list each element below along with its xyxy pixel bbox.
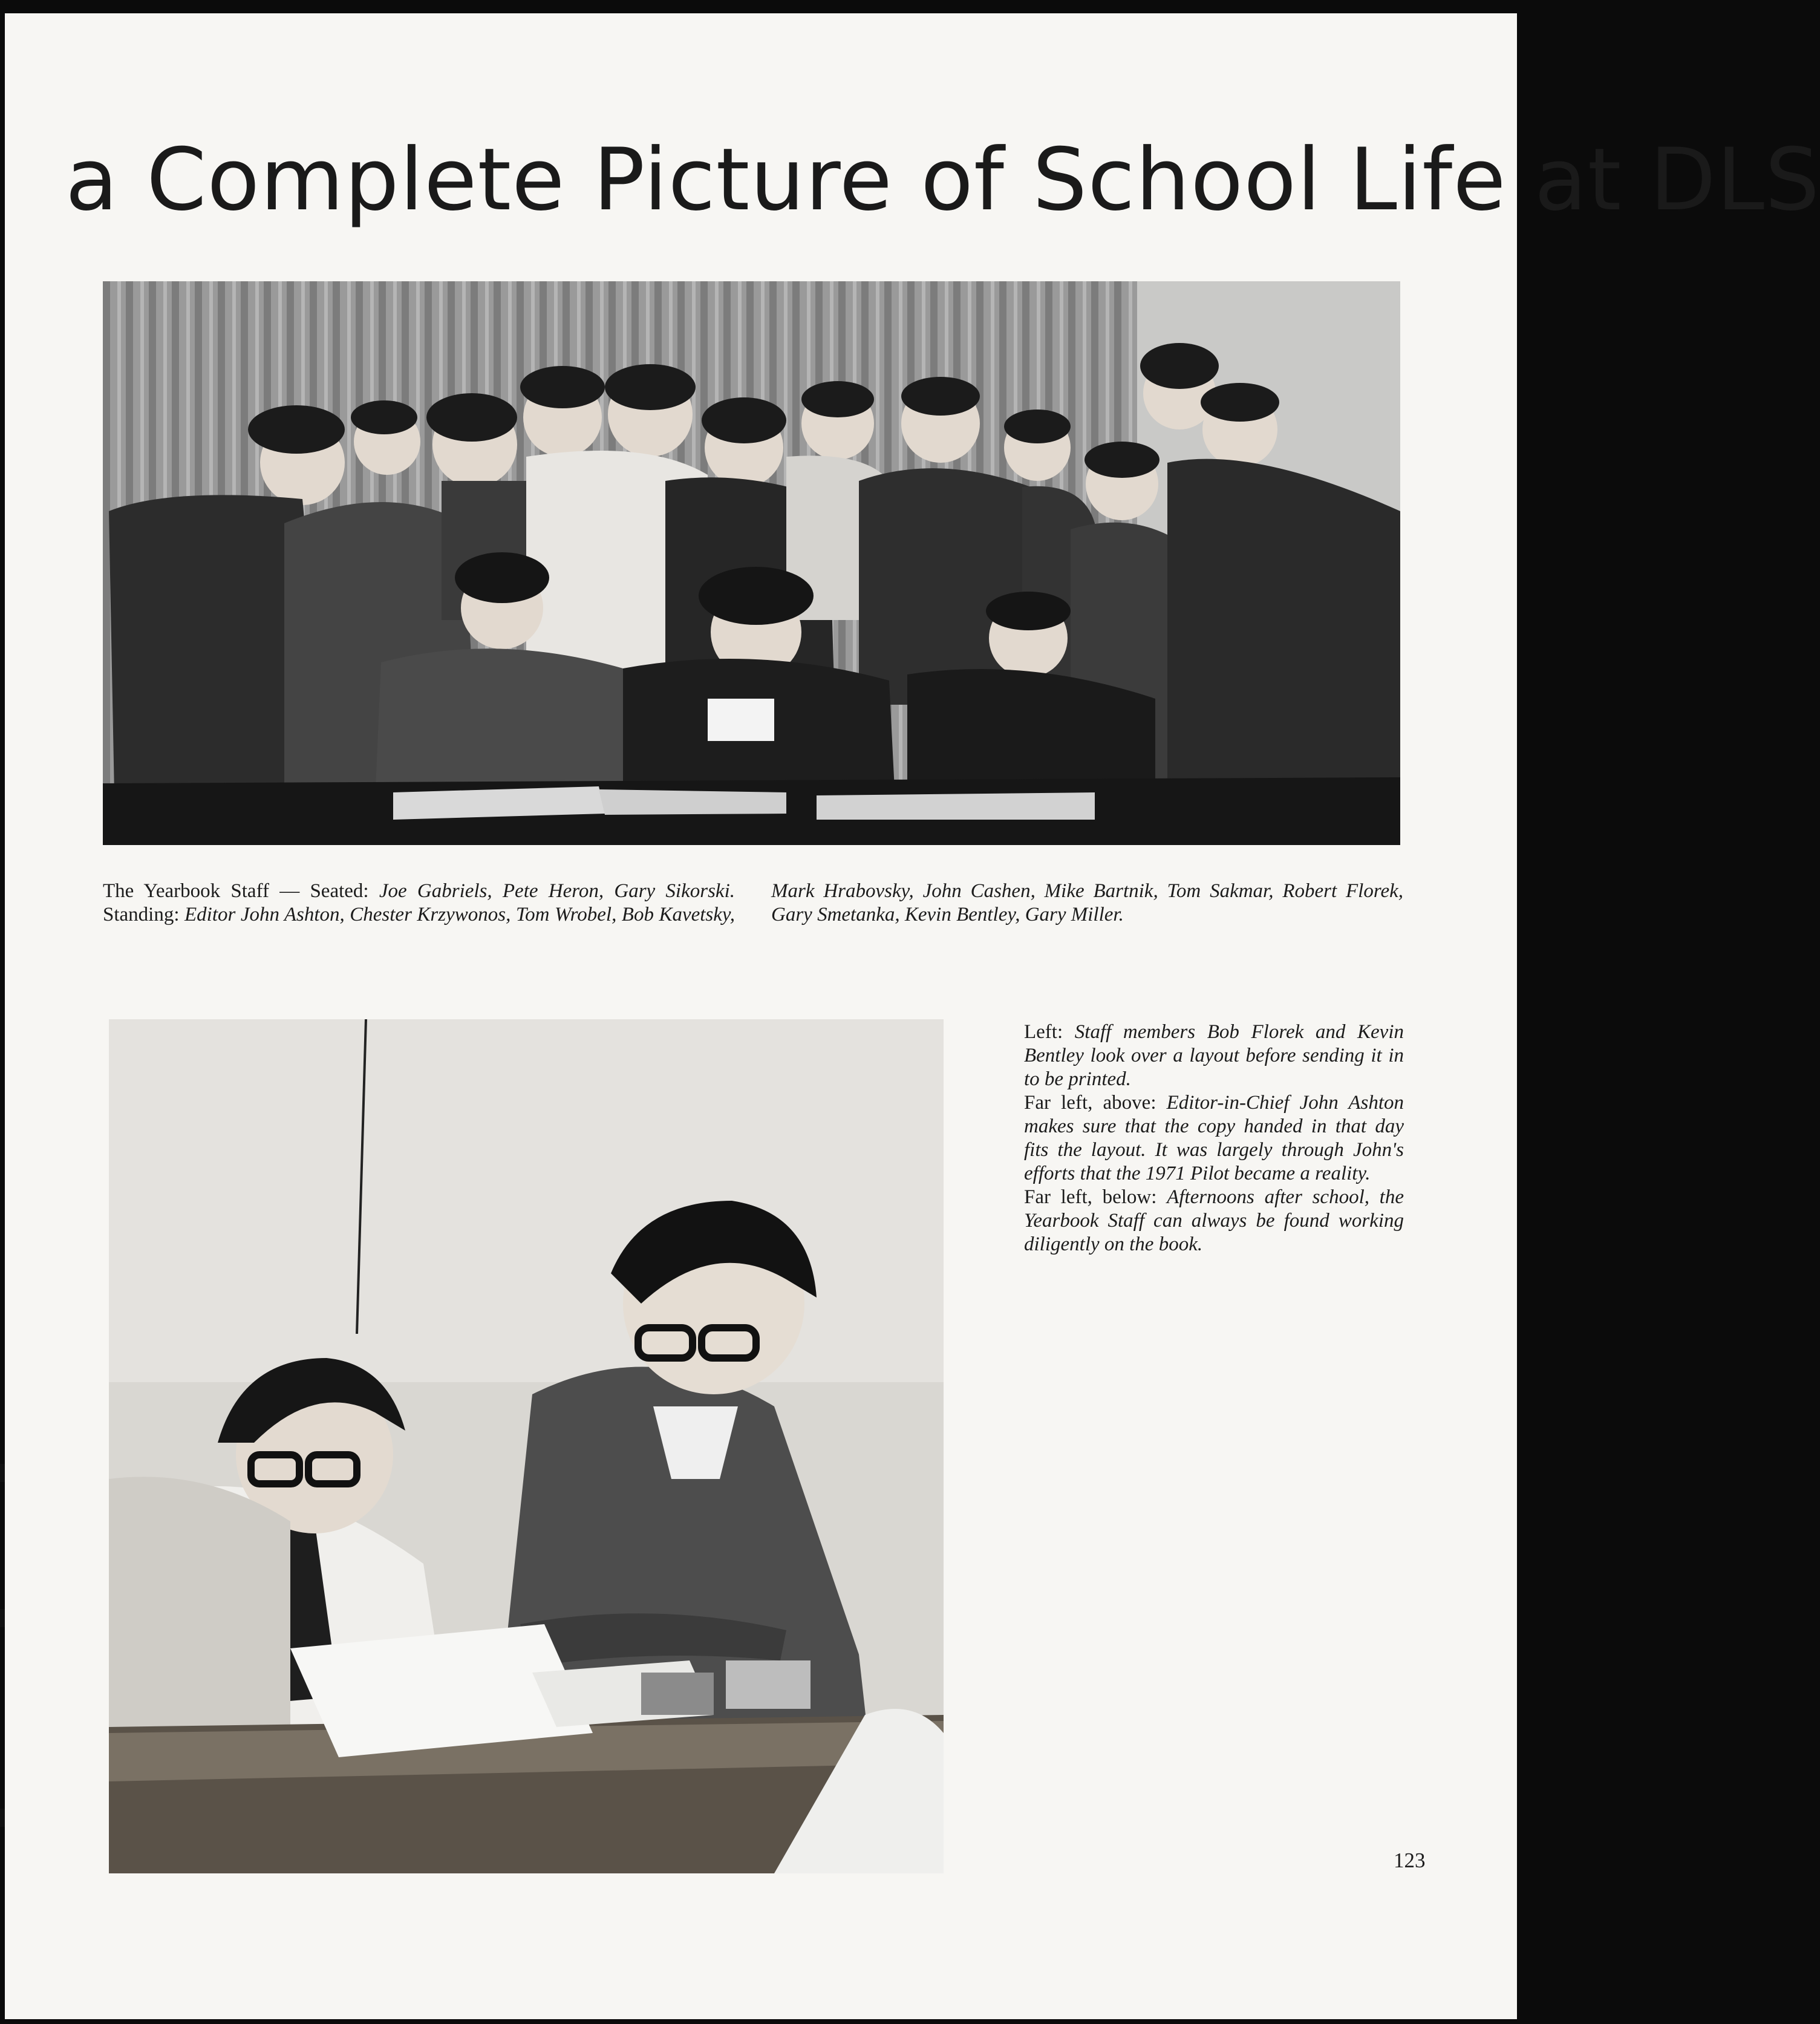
caption-prefix: The Yearbook Staff — Seated: bbox=[103, 880, 379, 902]
side-caption-left bbox=[1024, 1020, 1404, 1091]
caption-standing-names: Editor John Ashton, Chester Krzywonos, Tom Wrobel, Bob Kavetsky, Mark Hrabovsky, John Cashen, Mike Bartnik, Tom Sakmar, Robert Florek, Gary Smetanka, Kevin Bentley, Gary Miller. bbox=[184, 880, 1403, 925]
layout-photo-image bbox=[109, 1019, 944, 1873]
side-caption-far-left-above bbox=[1024, 1091, 1404, 1186]
caption-standing-label: Standing: bbox=[103, 904, 184, 925]
side-caption-below-label: Far left, below: bbox=[1024, 1186, 1167, 1208]
side-caption-above-text: Editor-in-Chief John Ashton makes sure that the copy handed in that day fits the layout. It was largely through John's efforts that the 1971 Pilot became a reality. bbox=[1024, 1092, 1404, 1184]
group-photo-image bbox=[103, 281, 1400, 845]
page-title: a Complete Picture of School Life at DLS bbox=[65, 130, 1820, 230]
yearbook-page bbox=[5, 13, 1820, 2019]
edge-mark bbox=[0, 1809, 5, 1827]
caption-seated-names: Joe Gabriels, Pete Heron, Gary Sikorski. bbox=[379, 880, 735, 902]
side-caption-above-label: Far left, above: bbox=[1024, 1092, 1167, 1114]
group-photo-caption bbox=[103, 880, 1403, 952]
side-caption-below-text: Afternoons after school, the Yearbook Staff can always be found working diligently on the book. bbox=[1024, 1186, 1404, 1255]
side-caption bbox=[1024, 1020, 1404, 1256]
group-photo bbox=[103, 281, 1400, 845]
side-caption-left-text: Staff members Bob Florek and Kevin Bentley look over a layout before sending it in to be printed. bbox=[1024, 1021, 1404, 1090]
edge-mark bbox=[0, 1464, 5, 1482]
edge-mark bbox=[0, 1609, 5, 1627]
side-caption-far-left-below bbox=[1024, 1186, 1404, 1256]
page-number: 123 bbox=[1394, 1849, 1426, 1872]
layout-photo bbox=[109, 1019, 944, 1873]
side-caption-left-label: Left: bbox=[1024, 1021, 1075, 1043]
